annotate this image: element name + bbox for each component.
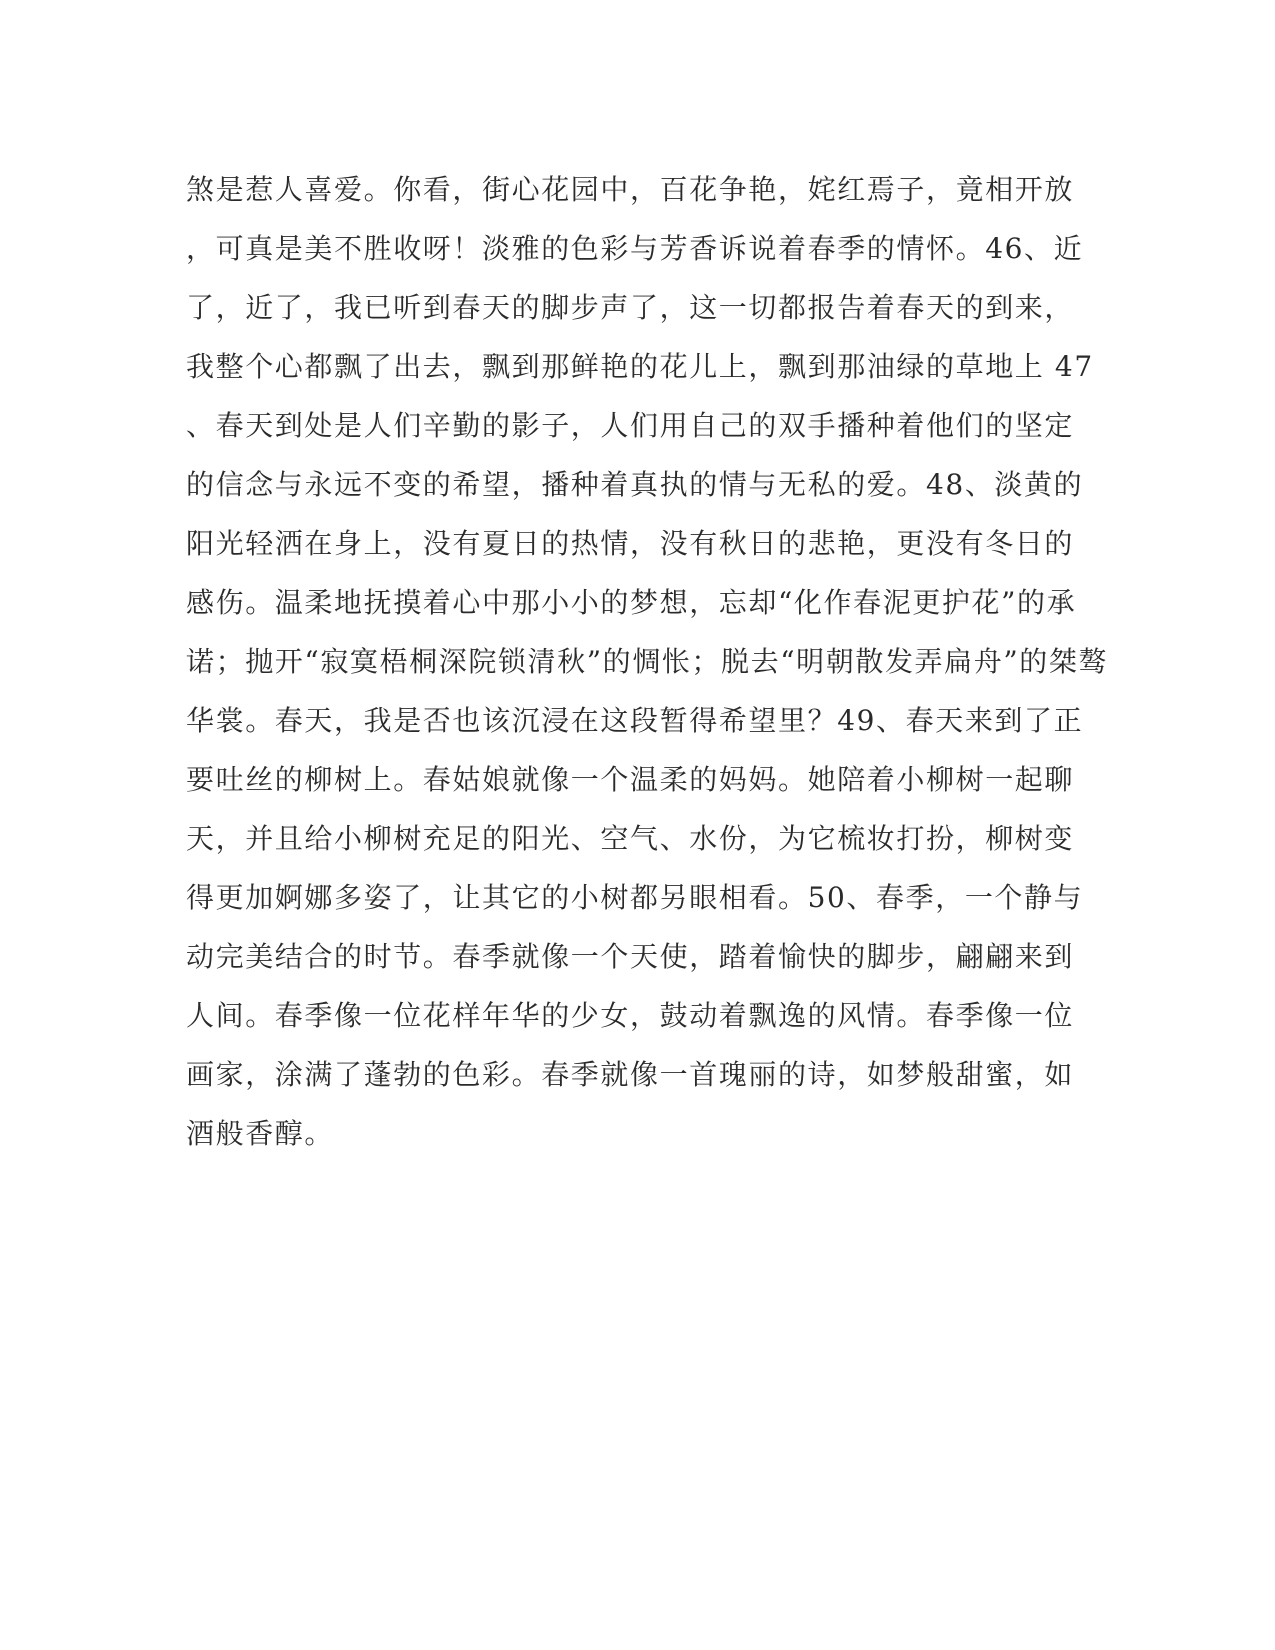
text-line: 要吐丝的柳树上。春姑娘就像一个温柔的妈妈。她陪着小柳树一起聊 — [186, 763, 1075, 796]
text-line: 感伤。温柔地抚摸着心中那小小的梦想，忘却“化作春泥更护花”的承 — [186, 586, 1077, 619]
text-line: ，可真是美不胜收呀！淡雅的色彩与芳香诉说着春季的情怀。46、近 — [186, 232, 1084, 265]
text-line: 了，近了，我已听到春天的脚步声了，这一切都报告着春天的到来， — [186, 291, 1075, 324]
text-line: 天，并且给小柳树充足的阳光、空气、水份，为它梳妆打扮，柳树变 — [186, 822, 1075, 855]
text-line: 、春天到处是人们辛勤的影子，人们用自己的双手播种着他们的坚定 — [186, 409, 1075, 442]
text-line: 酒般香醇。 — [186, 1117, 335, 1150]
text-line: 人间。春季像一位花样年华的少女，鼓动着飘逸的风情。春季像一位 — [186, 999, 1075, 1032]
text-line: 得更加婀娜多姿了，让其它的小树都另眼相看。50、春季，一个静与 — [186, 881, 1084, 914]
text-line: 我整个心都飘了出去，飘到那鲜艳的花儿上，飘到那油绿的草地上 47 — [186, 350, 1094, 383]
body-text — [186, 160, 1109, 1163]
text-line: 的信念与永远不变的希望，播种着真执的情与无私的爱。48、淡黄的 — [186, 468, 1084, 501]
text-line: 诺；抛开“寂寞梧桐深院锁清秋”的惆怅；脱去“明朝散发弄扁舟”的桀骜 — [186, 645, 1109, 678]
text-line: 动完美结合的时节。春季就像一个天使，踏着愉快的脚步，翩翩来到 — [186, 940, 1075, 973]
text-line: 华裳。春天，我是否也该沉浸在这段暂得希望里？49、春天来到了正 — [186, 704, 1084, 737]
text-line: 阳光轻洒在身上，没有夏日的热情，没有秋日的悲艳，更没有冬日的 — [186, 527, 1075, 560]
text-line: 煞是惹人喜爱。你看，街心花园中，百花争艳，姹红焉子，竟相开放 — [186, 173, 1075, 206]
text-line: 画家，涂满了蓬勃的色彩。春季就像一首瑰丽的诗，如梦般甜蜜，如 — [186, 1058, 1075, 1091]
